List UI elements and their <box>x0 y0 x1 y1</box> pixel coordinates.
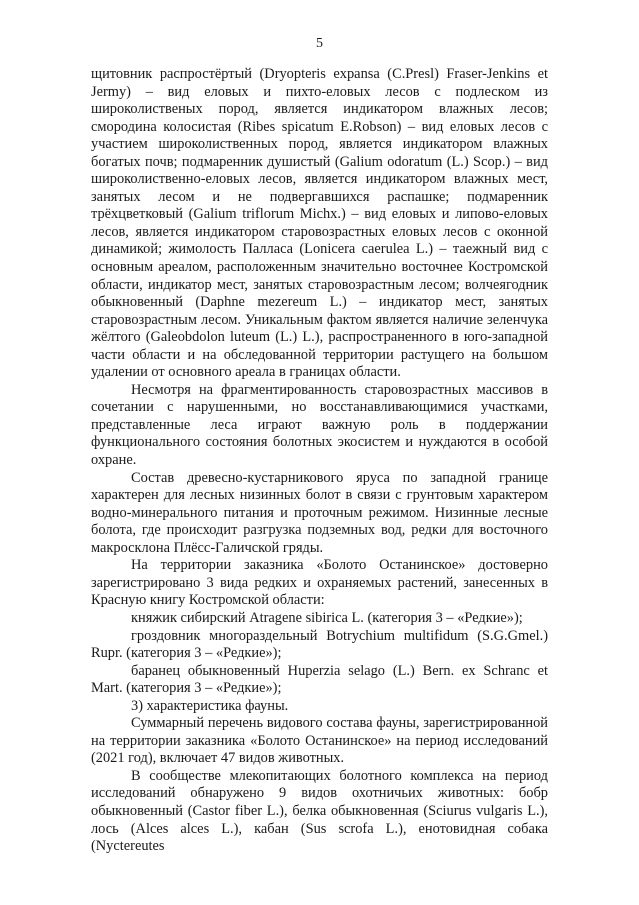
paragraph-fauna-summary: Суммарный перечень видового состава фауны, зарегистрированной на территории заказника «Болото Останинское» на период исследований (2021 год), включает 47 видов животных. <box>91 715 548 767</box>
paragraph-rare-plants-intro: На территории заказника «Болото Останинское» достоверно зарегистрировано 3 вида редких и охраняемых растений, занесенных в Красную книгу Костромской области: <box>91 557 548 609</box>
page-number: 5 <box>316 36 323 51</box>
body-text <box>91 66 548 856</box>
list-item-huperzia: баранец обыкновенный Huperzia selago (L.) Bern. ex Schranc et Mart. (категория 3 – «Редкие»); <box>91 662 548 697</box>
paragraph-mammals: В сообществе млекопитающих болотного комплекса на период исследований обнаружено 9 видов охотничьих животных: бобр обыкновенный (Castor fiber L.), белка обыкновенная (Sciurus vulgaris L.), лось (Alces alces L.), кабан (Sus scrofa L.), енотовидная собака (Nyctereutes <box>91 767 548 855</box>
paragraph-flora-indicators: щитовник распростёртый (Dryopteris expansa (C.Presl) Fraser-Jenkins et Jermy) – вид еловых и пихто-еловых лесов с подлеском из широколиственых пород, является индикатором влажных лесов; смородина колосистая (Ribes spicatum E.Robson) – вид еловых лесов с участием широколиственных пород, является индикатором влажных богатых почв; подмаренник душистый (Galium odoratum (L.) Scop.) – вид широколиственно-еловых лесов, является индикатором влажных мест, занятых лесом и не подвергавшихся распашке; подмаренник трёхцветковый (Galium triflorum Michx.) – вид еловых и липово-еловых лесов, является индикатором старовозрастных еловых лесов с оконной динамикой; жимолость Палласа (Lonicera caerulea L.) – таежный вид с основным ареалом, расположенным значительно восточнее Костромской области, индикатор мест, занятых старовозрастным лесом; волчеягодник обыкновенный (Daphne mezereum L.) – индикатор мест, занятых старовозрастным лесом. Уникальным фактом является наличие зеленчука жёлтого (Galeobdolon luteum (L.) L.), распространенного в юго-западной части области и на обследованной территории растущего на большом удалении от основного ареала в границах области. <box>91 66 548 381</box>
list-item-botrychium: гроздовник многораздельный Botrychium multifidum (S.G.Gmel.) Rupr. (категория 3 – «Редкие»); <box>91 627 548 662</box>
section-heading-fauna: 3) характеристика фауны. <box>131 697 289 714</box>
paragraph-fragmentation: Несмотря на фрагментированность старовозрастных массивов в сочетании с нарушенными, но восстанавливающимися участками, представленные леса играют важную роль в поддержании функционального состояния болотных экосистем и нуждаются в особой охране. <box>91 381 548 469</box>
list-item-atragene: княжик сибирский Atragene sibirica L. (категория 3 – «Редкие»); <box>131 609 523 626</box>
paragraph-tree-layer: Состав древесно-кустарникового яруса по западной границе характерен для лесных низинных болот в связи с грунтовым характером водно-минерального питания и проточным режимом. Низинные лесные болота, где происходит разгрузка подземных вод, редки для восточного макросклона Плёсс-Галичской гряды. <box>91 469 548 556</box>
